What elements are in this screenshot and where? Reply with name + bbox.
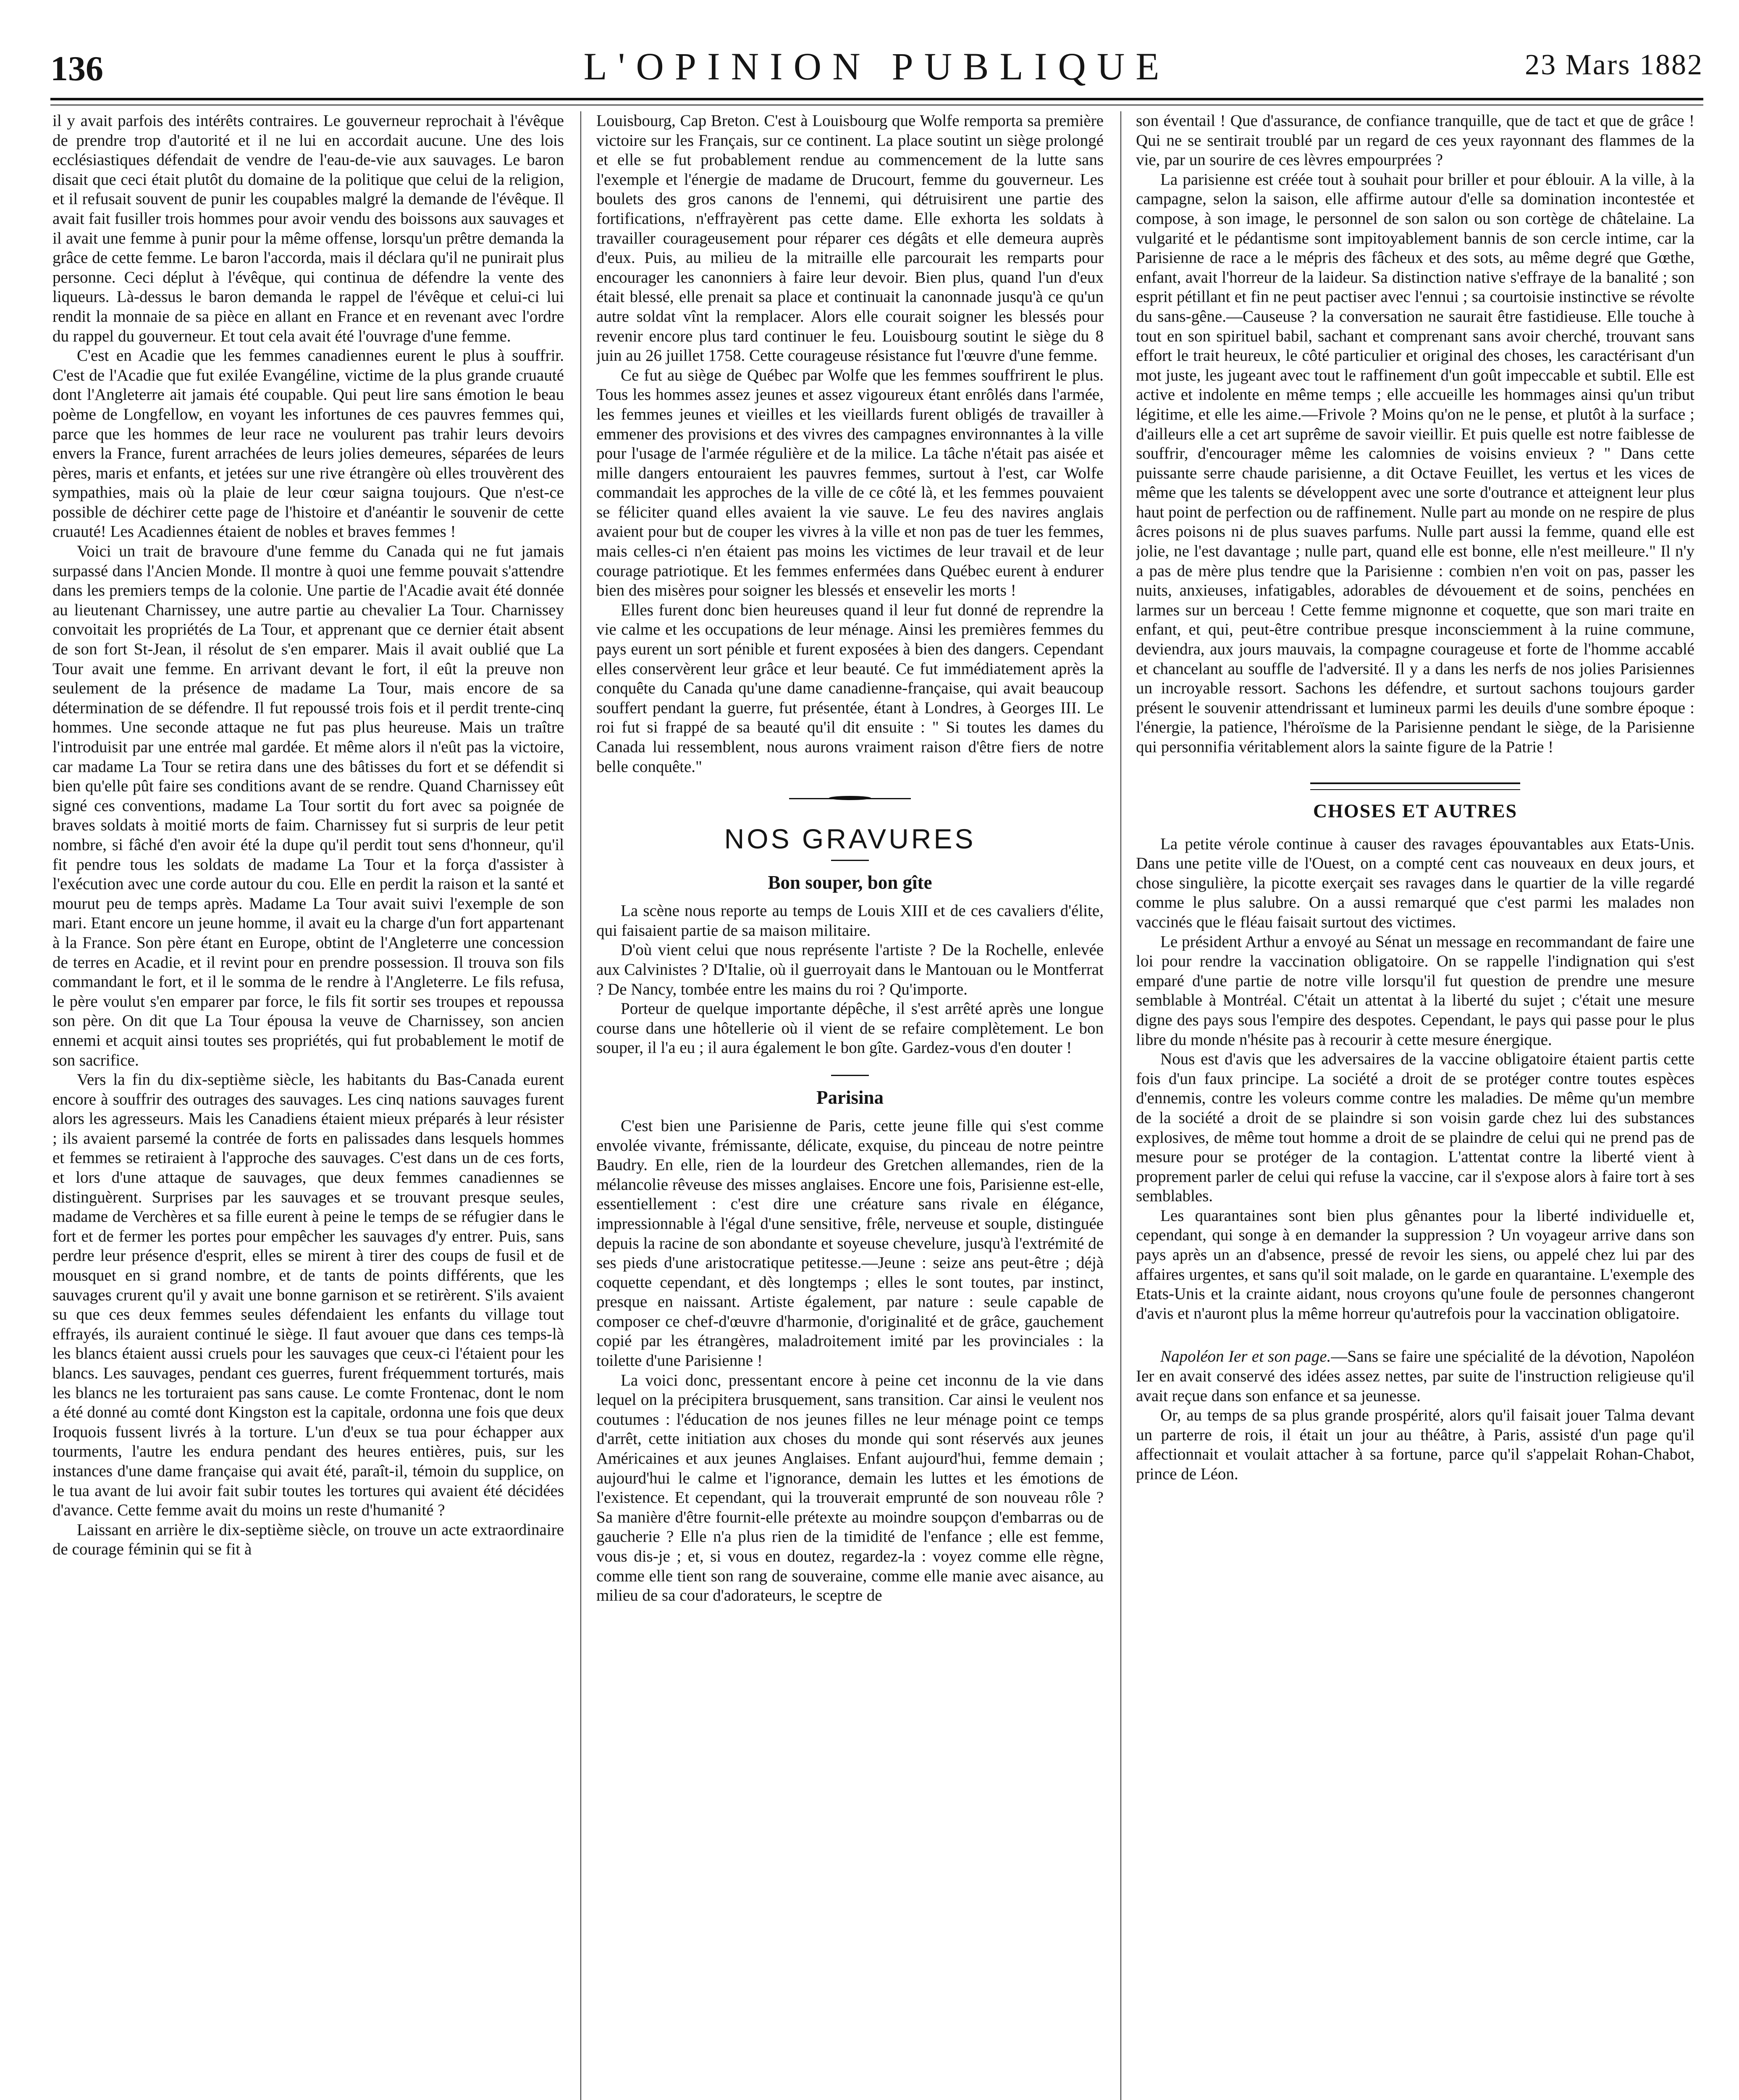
article-paragraph: Les quarantaines sont bien plus gênantes pour la liberté individuelle et, cependant, qui songe à en demander la suppression ? Un voyageur arrive dans son pays après un an d'absence, pressé de revoir les siens, ou appelé chez lui par des affaires urgentes, et sans qu'il soit malade, on le garde en quarantaine. L'exemple des Etats-Unis et la crainte aidant, nous croyons qu'une foule de personnes changeront d'avis et n'auront plus la même horreur qu'autrefois pour la vaccination obligatoire. bbox=[1136, 1206, 1694, 1323]
article-paragraph: Laissant en arrière le dix-septième siècle, on trouve un acte extraordinaire de courage féminin qui se fit à bbox=[52, 1520, 564, 1559]
column-divider bbox=[580, 111, 581, 2100]
section-title-choses-et-autres: CHOSES ET AUTRES bbox=[1313, 800, 1518, 822]
subheading-bon-souper: Bon souper, bon gîte bbox=[768, 872, 932, 893]
article-paragraph: Voici un trait de bravoure d'une femme du Canada qui ne fut jamais surpassé dans l'Ancien Monde. Il montre à quoi une femme pouvait s'attendre dans les premiers temps de la colonie. Une partie de l'Acadie avait été donnée au lieutenant Charnissey, une autre partie au chevalier La Tour. Charnissey convoitait les propriétés de La Tour, et apprenant que ce dernier était absent de son fort St-Jean, il résolut de s'en emparer. Mais il avait oublié que La Tour avait une femme. En arrivant devant le fort, il eût la preuve non seulement de la présence de madame La Tour, mais encore de sa détermination de se défendre. Il fut repoussé trois fois et il perdit trente-cinq hommes. Une seconde attaque ne fut pas plus heureuse. Mais un traître l'introduisit par une entrée mal gardée. Et même alors il n'eût pas la victoire, car madame La Tour se retira dans une des bâtisses du fort et se défendit si bien qu'elle pût faire ses conditions avant de se rendre. Quand Charnissey eût signé ces conventions, madame La Tour sortit du fort avec sa poignée de braves soldats à moitié morts de faim. Charnissey fut si surpris de leur petit nombre, si fâché d'en avoir été la dupe qu'il perdit tout sens d'honneur, qu'il fit pendre tous les soldats de madame La Tour et la força d'assister à l'exécution avec une corde autour du cou. Elle en perdit la raison et la santé et mourut peu de temps après. Madame La Tour avait suivi l'exemple de son mari. Etant encore un jeune homme, il avait eu la charge d'un fort appartenant à la France. Son père étant en Europe, obtint de l'Angleterre une concession de terres en Acadie, et il revint pour en prendre possession. Il trouva son fils commandant le fort, et il le somma de le rendre à l'Angleterre. Le fils refusa, le père voulut s'en emparer par force, le fils fit sortir ses troupes et repoussa son père. On dit que La Tour épousa la veuve de Charnissey, son ancien ennemi et acquit ainsi toutes ses propriétés, qui fut probablement le motif de son sacrifice. bbox=[52, 542, 564, 1069]
issue-date: 23 Mars 1882 bbox=[1525, 49, 1703, 81]
napoleon-text: —Sans se faire une spécialité de la dévotion, Napoléon Ier en avait conservé des idées assez nettes, par suite de l'instruction religieuse qu'il avait reçue dans son enfance et sa jeunesse. bbox=[1136, 1347, 1694, 1405]
column-3 bbox=[1136, 111, 1694, 2100]
page-header bbox=[50, 44, 1703, 103]
subheading-parisina: Parisina bbox=[816, 1087, 884, 1108]
article-paragraph: La parisienne est créée tout à souhait pour briller et pour éblouir. A la ville, à la campagne, selon la saison, elle affirme autour d'elle sa domination incontestée et compose, à son image, le personnel de son salon ou son cortège de châtelaine. La vulgarité et le pédantisme sont impitoyablement bannis de son cercle intime, car la Parisienne de race a le mépris des fâcheux et des sots, au même degré que Gœthe, enfant, avait l'horreur de la laideur. Sa distinction native s'effraye de la banalité ; son esprit pétillant et fin ne peut pactiser avec l'ennui ; sa courtoisie instinctive se révolte du sans-gêne.—Causeuse ? la conversation ne saurait être fastidieuse. Elle touche à tout en son spirituel babil, sachant et comprenant sans avoir cherché, trouvant sans effort le trait heureux, le côté particulier et original des choses, les caractérisant d'un mot juste, les jugeant avec tout le raffinement d'un goût impeccable et subtil. Elle est active et indolente en même temps ; elle accueille les hommages ainsi qu'un tribut légitime, et elle les aime.—Frivole ? Moins qu'on ne le pense, et plutôt à la surface ; d'ailleurs elle a cet art suprême de savoir vieillir. Et puis quelle est notre faiblesse de souffrir, d'encourager même les calomnies de voisins envieux ? " Dans cette puissante serre chaude parisienne, a dit Octave Feuillet, les vertus et les vices de même que les talents se développent avec une sorte d'outrance et atteignent leur plus haut point de perfection ou de raffinement. Nulle part au monde on ne respire de plus âcres poisons ni de plus suaves parfums. Nulle part aussi la femme, quand elle est jolie, ne l'est davantage ; nulle part, quand elle est bonne, elle n'est meilleure." Il n'y a pas de mère plus tendre que la Parisienne : combien n'en voit on pas, passer les nuits, anxieuses, infatigables, adorables de dévouement et de soins, penchées en larmes sur un berceau ! Cette femme mignonne et coquette, que son mari traite en enfant, et qui, peut-être contribue presque inconsciemment à la ruine commune, deviendra, aux jours mauvais, la compagne courageuse et forte de l'homme accablé et chancelant au souffle de l'adversité. Il y a dans les nerfs de nos jolies Parisiennes un incroyable ressort. Sachons les défendre, et surtout sachons toujours garder présent le souvenir attendrissant et lumineux parmi les deuils d'une sombre époque : l'énergie, la patience, l'héroïsme de la Parisienne pendant le siège, de la Parisienne qui personnifia véritablement alors la sainte figure de la Patrie ! bbox=[1136, 170, 1694, 756]
title-rule bbox=[831, 860, 869, 861]
article-paragraph: D'où vient celui que nous représente l'artiste ? De la Rochelle, enlevée aux Calvinistes ? D'Italie, où il guerroyait dans le Mantouan ou le Montferrat ? De Nancy, tombée entre les mains du roi ? Qu'importe. bbox=[596, 941, 1104, 998]
section-ornament bbox=[789, 795, 911, 802]
article-paragraph: Vers la fin du dix-septième siècle, les habitants du Bas-Canada eurent encore à souffrir des outrages des sauvages. Les cinq nations sauvages furent alors les agresseurs. Mais les Canadiens étaient mieux préparés à leur résister ; ils avaient parsemé la contrée de forts en palissades dans lesquels hommes et femmes se retiraient à l'approche des sauvages. C'est dans un de ces forts, et lors d'une attaque de sauvages, que deux femmes canadiennes se distinguèrent. Surprises par les sauvages et se trouvant presque seules, madame de Verchères et sa fille eurent à peine le temps de se réfugier dans le fort et de fermer les portes pour empêcher les sauvages d'y entrer. Puis, sans perdre leur présence d'esprit, elles se mirent à tirer des coups de fusil et de mousquet en si grand nombre, et de tants de points différents, que les sauvages crurent qu'il y avait une bonne garnison et se retirèrent. S'ils avaient su que ces deux femmes seules défendaient les enfants du village tout effrayés, ils auraient continué le siège. Il faut avouer que dans ces temps-là les blancs étaient aussi cruels pour les sauvages que ceux-ci l'étaient pour les blancs. Les sauvages, pendant ces guerres, furent fréquemment torturés, mais les blancs ne les torturaient pas sans cause. Le comte Frontenac, dont le nom a été donné au comté dont Kingston est la capitale, ordonna une fois que deux Iroquois fussent livrés à la torture. L'un d'eux se tua pour échapper aux tourments, l'autre les endura pendant des heures entières, puis, sur les instances d'une dame française qui avait été, paraît-il, témoin du supplice, on le tua avant de lui avoir fait subir toutes les tortures qui avaient été décidées d'avance. Cette femme avait du moins un reste d'humanité ? bbox=[52, 1071, 564, 1520]
article-paragraph: La scène nous reporte au temps de Louis XIII et de ces cavaliers d'élite, qui faisaient partie de sa maison militaire. bbox=[596, 902, 1104, 940]
page-number: 136 bbox=[50, 49, 103, 88]
article-paragraph: son éventail ! Que d'assurance, de confiance tranquille, que de tact et que de grâce ! Qui ne se sentirait troublé par un regard de ces yeux rayonnant des flammes de la vie, par un sourire de ces lèvres empourprées ? bbox=[1136, 112, 1694, 169]
section-title-nos-gravures: NOS GRAVURES bbox=[724, 823, 976, 855]
article-paragraph: La petite vérole continue à causer des ravages épouvantables aux Etats-Unis. Dans une petite ville de l'Ouest, on a compté cent cas nouveaux en deux jours, et chose singulière, la picotte exerçait ses ravages dans le quartier de la ville regardé comme le plus salubre. On a aussi remarqué que c'est parmi les malades non vaccinés que le fléau faisait surtout des victimes. bbox=[1136, 835, 1694, 931]
newspaper-title: L'OPINION PUBLIQUE bbox=[583, 45, 1170, 88]
article-paragraph: Ce fut au siège de Québec par Wolfe que les femmes souffrirent le plus. Tous les hommes assez jeunes et assez vigoureux étant enrôlés dans l'armée, les femmes jeunes et vieilles et les vieillards furent obligés de travailler à emmener des provisions et des vivres des campagnes environnantes à la ville pour l'usage de l'armée régulière et de la milice. La tâche n'était pas aisée et mille dangers entouraient les pauvres femmes, surtout à l'est, car Wolfe commandait les approches de la ville de ce côté là, et les femmes pouvaient se féliciter quand elles avaient la vie sauve. Le feu des navires anglais avaient pour but de couper les vivres à la ville et non pas de tuer les femmes, mais celles-ci n'en étaient pas moins les victimes de leur travail et de leur courage patriotique. Et les femmes enfermées dans Québec eurent à endurer bien des misères pour soigner les blessés et ensevelir les morts ! bbox=[596, 366, 1104, 600]
article-paragraph: Or, au temps de sa plus grande prospérité, alors qu'il faisait jouer Talma devant un parterre de rois, il était un jour au théâtre, à Paris, assisté d'un page qu'il affectionnait et voulait attacher à sa fortune, parce qu'il s'appelait Rohan-Chabot, prince de Léon. bbox=[1136, 1406, 1694, 1483]
section-rule-thin bbox=[1310, 789, 1520, 790]
article-paragraph: La voici donc, pressentant encore à peine cet inconnu de la vie dans lequel on la précipitera brusquement, sans transition. Car ainsi le veulent nos coutumes : l'éducation de nos jeunes filles ne leur ménage point ce temps d'arrêt, cette initiation aux choses du monde qui sont réservés aux jeunes Américaines et aux jeunes Anglaises. Enfant aujourd'hui, femme demain ; aujourd'hui le calme et l'ignorance, demain les luttes et les émotions de l'existence. Et cependant, qui la trouverait emprunté de son nouveau rôle ? Sa manière d'être fournit-elle prétexte au moindre soupçon d'embarras ou de gaucherie ? Elle n'a plus rien de la timidité de l'enfance ; elle est femme, vous dis-je ; et, si vous en doutez, regardez-la : voyez comme elle règne, comme elle tient son rang de souveraine, comme elle manie avec aisance, au milieu de sa cour d'adorateurs, le sceptre de bbox=[596, 1371, 1104, 1605]
article-paragraph: C'est en Acadie que les femmes canadiennes eurent le plus à souffrir. C'est de l'Acadie que fut exilée Evangéline, victime de la plus grande cruauté dont l'Angleterre ait jamais été coupable. Qui peut lire sans émotion le beau poème de Longfellow, en voyant les infortunes de ces pauvres femmes qui, parce que les hommes de leur race ne voulurent pas trahir leurs devoirs envers la France, furent arrachées de leurs jolies demeures, séparées de leurs pères, maris et enfants, et jetées sur une rive étrangère où elles trouvèrent des sympathies, mais où la plaie de leur cœur saigna toujours. Que n'est-ce possible de déchirer cette page de l'histoire et d'anéantir le souvenir de cette cruauté! Les Acadiennes étaient de nobles et braves femmes ! bbox=[52, 346, 564, 541]
article-paragraph: Louisbourg, Cap Breton. C'est à Louisbourg que Wolfe remporta sa première victoire sur les Français, sur ce continent. La place soutint un siège prolongé et elle se fut probablement rendue au commencement de la lutte sans l'exemple et l'énergie de madame de Drucourt, femme du gouverneur. Les boulets des gros canons de l'ennemi, qui détruisirent une partie des fortifications, n'effrayèrent pas cette dame. Elle exhorta les soldats à travailler courageusement pour réparer ces dégâts et elle demeura auprès d'eux. Puis, au milieu de la mitraille elle parcourait les remparts pour encourager les canonniers à faire leur devoir. Bien plus, quand l'un d'eux était blessé, elle prenait sa place et continuait la canonnade jusqu'à ce qu'un autre soldat vînt la remplacer. Alors elle courait soigner les blessés pour revenir encore plus tard continuer le feu. Louisbourg soutint le siège du 8 juin au 26 juillet 1758. Cette courageuse résistance fut l'œuvre d'une femme. bbox=[596, 112, 1104, 365]
column-1 bbox=[52, 111, 564, 2100]
article-paragraph: Nous est d'avis que les adversaires de la vaccine obligatoire étaient partis cette fois d'un faux principe. La société a droit de se protéger contre toutes espèces d'ennemis, contre les voleurs comme contre les maladies. De même qu'un membre de la société a droit de se plaindre si son voisin garde chez lui des substances explosives, de même tout homme a droit de se plaindre de celui qui ne prend pas de mesure pour se protéger de la contagion. L'attentat contre la liberté vient à proprement parler de celui qui refuse la vaccine, car il s'expose alors à faire tort à ses semblables. bbox=[1136, 1050, 1694, 1205]
section-rule-thick bbox=[1310, 782, 1520, 784]
article-paragraph: il y avait parfois des intérêts contraires. Le gouverneur reprochait à l'évêque de prendre trop d'autorité et il ne lui en accordait aucune. Une des lois ecclésiastiques défendait de vendre de l'eau-de-vie aux sauvages. Le baron disait que ceci était plutôt du domaine de la politique que celui de la religion, et il refusait souvent de punir les coupables malgré la demande de l'évêque. Il avait fait fusiller trois hommes pour avoir vendu des boissons aux sauvages et il avait une femme à punir pour la même offense, lorsqu'un prêtre demanda la grâce de cette femme. Le baron l'accorda, mais il déclara qu'il ne punirait plus personne. Ceci déplut à l'évêque, qui continua de défendre la vente des liqueurs. Là-dessus le baron demanda le rappel de l'évêque et celui-ci lui rendit la monnaie de sa pièce en allant en France et en revenant avec l'ordre du rappel du gouverneur. Et tout cela avait été l'ouvrage d'une femme. bbox=[52, 112, 564, 345]
article-paragraph: Porteur de quelque importante dépêche, il s'est arrêté après une longue course dans une hôtellerie où il vient de se refaire complètement. Le bon souper, il l'a eu ; il aura également le bon gîte. Gardez-vous d'en douter ! bbox=[596, 1000, 1104, 1057]
section-rule bbox=[831, 1075, 869, 1076]
napoleon-title: Napoléon Ier et son page. bbox=[1160, 1347, 1331, 1366]
article-paragraph bbox=[1136, 1347, 1694, 1406]
article-paragraph: Elles furent donc bien heureuses quand il leur fut donné de reprendre la vie calme et les occupations de leur ménage. Ainsi les premières femmes du pays eurent un sort pénible et furent exposées à bien des dangers. Cependant elles conservèrent leur grâce et leur beauté. Ce fut immédiatement après la conquête du Canada qu'une dame canadienne-française, qui avait beaucoup souffert pendant la guerre, fut présentée, étant à Londres, à Georges III. Le roi fut si frappé de sa beauté qu'il dit ensuite : " Si toutes les dames du Canada lui ressemblent, nous aurons vraiment raison d'être fiers de notre belle conquête." bbox=[596, 601, 1104, 776]
article-paragraph: Le président Arthur a envoyé au Sénat un message en recommandant de faire une loi pour rendre la vaccination obligatoire. On se rappelle l'indignation qui s'est emparé d'une partie de notre ville lorsqu'il fut question de prendre une mesure semblable à Montréal. C'était un attentat à la liberté du sujet ; c'était une mesure digne des pays sous l'empire des despotes. Cependant, le pays qui passe pour le plus libre du monde n'hésite pas à recourir à cette mesure énergique. bbox=[1136, 932, 1694, 1049]
column-2 bbox=[596, 111, 1104, 2100]
article-paragraph: C'est bien une Parisienne de Paris, cette jeune fille qui s'est comme envolée vivante, frémissante, délicate, exquise, du pinceau de notre peintre Baudry. En elle, rien de la lourdeur des Gretchen allemandes, rien de la mélancolie rêveuse des misses anglaises. Encore une fois, Parisienne est-elle, essentiellement : c'est dire une créature sans rivale en élégance, impressionnable à l'égal d'une sensitive, frêle, nerveuse et souple, distinguée depuis la racine de son abondante et soyeuse chevelure, jusqu'à l'extrémité de ses pieds d'une aristocratique petitesse.—Jeune : seize ans peut-être ; déjà coquette cependant, et dès longtemps ; elles le sont toutes, par instinct, presque en naissant. Artiste également, par nature : seule capable de composer ce chef-d'œuvre d'harmonie, d'originalité et de grâce, gauchement copié par les étrangères, maladroitement imité par les provinciales : la toilette d'une Parisienne ! bbox=[596, 1116, 1104, 1370]
column-divider bbox=[1120, 111, 1121, 2100]
header-rule-thick bbox=[50, 98, 1703, 100]
